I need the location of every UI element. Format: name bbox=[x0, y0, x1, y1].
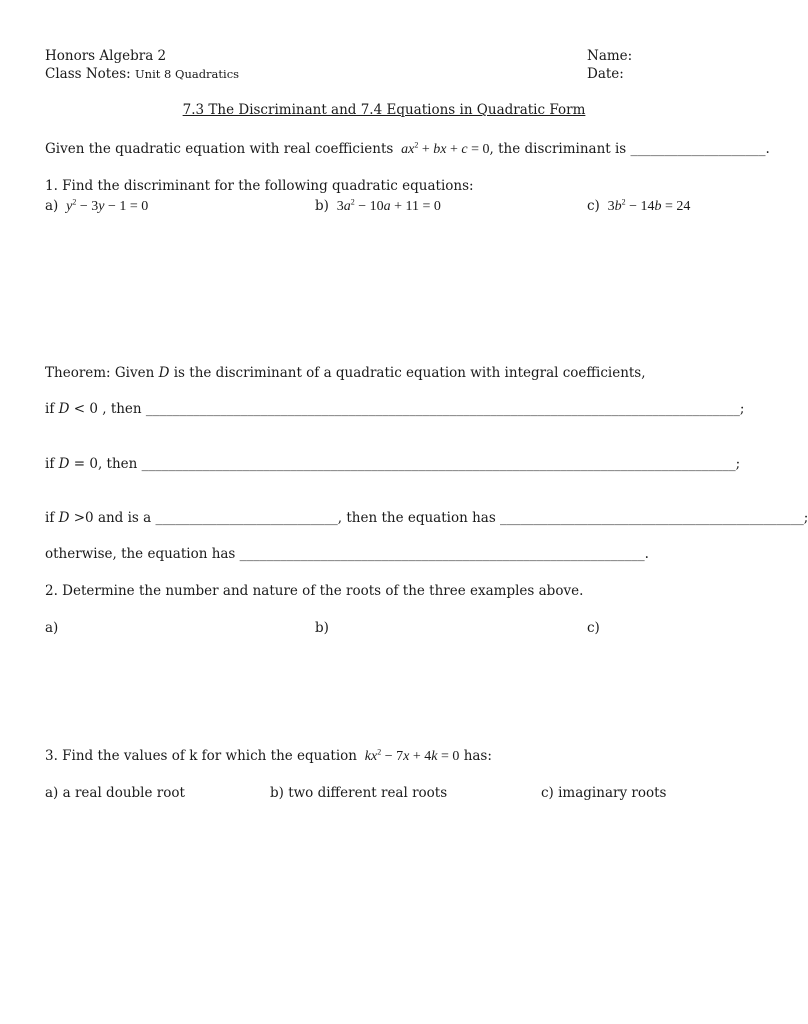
name-label: Name: bbox=[587, 48, 633, 64]
theorem-intro-start: Theorem: Given bbox=[45, 365, 155, 381]
if-word: if bbox=[45, 510, 55, 526]
case-negative-blank[interactable]: ________________________________________________________________________________________; bbox=[145, 401, 745, 417]
q2-c-label: c) bbox=[587, 620, 600, 636]
intro-after: , the discriminant is ____________________. bbox=[489, 141, 770, 157]
theorem-intro bbox=[45, 365, 646, 381]
theorem-intro-end: is the discriminant of a quadratic equation with integral coefficients, bbox=[173, 365, 646, 381]
q3-prompt bbox=[45, 748, 492, 765]
q2-b-label: b) bbox=[315, 620, 329, 636]
theorem-case-zero bbox=[45, 456, 740, 472]
d-var: D bbox=[58, 456, 70, 472]
q3-a: a) a real double root bbox=[45, 785, 185, 801]
q1-b-label: b) bbox=[315, 198, 329, 214]
q1-b-equation: $3a^2 - 10a + 11 = 0$ bbox=[333, 197, 441, 214]
if-word: if bbox=[45, 401, 55, 417]
case-positive-blank-2[interactable]: _____________________________________________; bbox=[500, 510, 808, 526]
q3-prompt-end: has: bbox=[463, 748, 492, 764]
otherwise-blank[interactable]: ____________________________________________________________. bbox=[239, 546, 649, 562]
date-label: Date: bbox=[587, 66, 624, 82]
q1-a-equation: $y^2 - 3y - 1 = 0$ bbox=[66, 197, 149, 214]
case-positive-blank-1[interactable]: ___________________________ bbox=[155, 510, 338, 526]
q3-equation: $kx^2 - 7x + 4k = 0$ bbox=[364, 747, 460, 764]
q1-c-equation: $3b^2 - 14b = 24$ bbox=[604, 197, 691, 214]
case-zero-blank[interactable]: ________________________________________________________________________________________; bbox=[141, 456, 741, 472]
q3-b: b) two different real roots bbox=[270, 785, 448, 801]
q2-prompt: 2. Determine the number and nature of the roots of the three examples above. bbox=[45, 583, 584, 599]
q1-c bbox=[587, 198, 690, 215]
intro-line bbox=[45, 141, 770, 158]
q2-a-label: a) bbox=[45, 620, 59, 636]
case-negative-condition: < 0 , then bbox=[73, 401, 142, 417]
class-notes-line bbox=[45, 66, 239, 82]
d-var: D bbox=[58, 401, 70, 417]
course-name: Honors Algebra 2 bbox=[45, 48, 167, 64]
otherwise-text: otherwise, the equation has bbox=[45, 546, 236, 562]
q3-c: c) imaginary roots bbox=[541, 785, 667, 801]
intro-before: Given the quadratic equation with real coefficients bbox=[45, 141, 394, 157]
class-notes-label: Class Notes: bbox=[45, 66, 131, 82]
if-word: if bbox=[45, 456, 55, 472]
q1-a-label: a) bbox=[45, 198, 59, 214]
class-notes-unit: Unit 8 Quadratics bbox=[134, 67, 240, 81]
general-equation: $ax^2$ + bx + c = 0 bbox=[401, 140, 490, 157]
q3-prompt-start: 3. Find the values of k for which the equation bbox=[45, 748, 357, 764]
case-zero-condition: = 0, then bbox=[73, 456, 138, 472]
theorem-case-positive bbox=[45, 510, 808, 526]
theorem-case-negative bbox=[45, 401, 744, 417]
q1-prompt: 1. Find the discriminant for the following quadratic equations: bbox=[45, 178, 474, 194]
page-title: 7.3 The Discriminant and 7.4 Equations in Quadratic Form bbox=[182, 102, 586, 118]
case-positive-condition: >0 and is a bbox=[73, 510, 152, 526]
d-var: D bbox=[58, 510, 70, 526]
theorem-otherwise bbox=[45, 546, 649, 562]
q1-b bbox=[315, 198, 441, 215]
theorem-d-var: D bbox=[158, 365, 170, 381]
case-positive-middle: , then the equation has bbox=[337, 510, 496, 526]
q1-c-label: c) bbox=[587, 198, 600, 214]
q1-a bbox=[45, 198, 148, 215]
